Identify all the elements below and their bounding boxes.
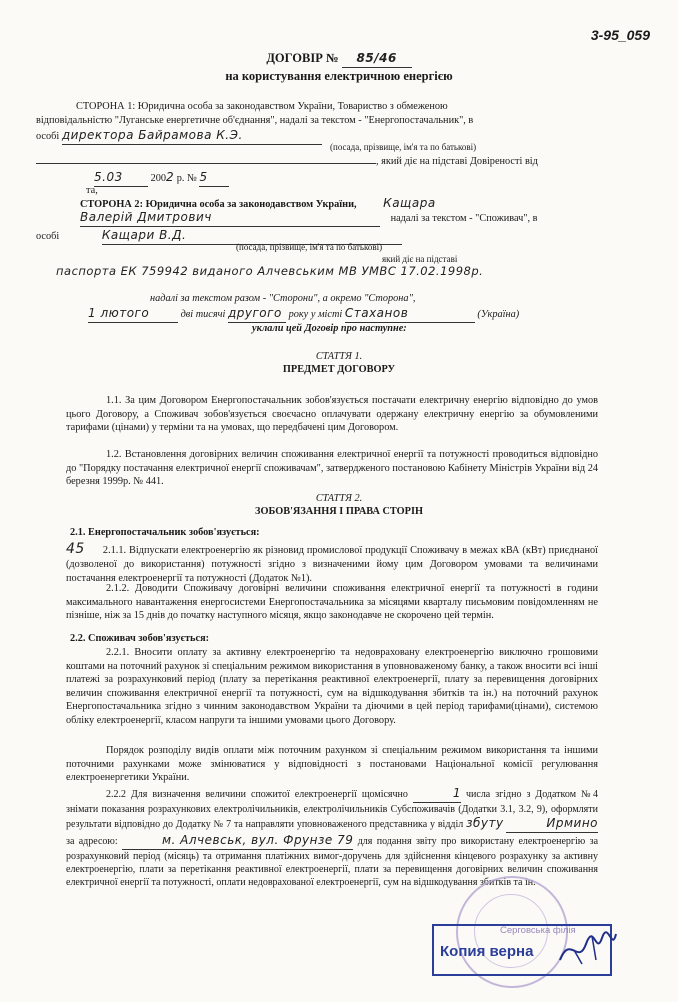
- party2-two-thousand: дві тисячі: [180, 309, 226, 320]
- party2-day: 1 лютого: [88, 306, 178, 323]
- contract-title: ДОГОВІР №: [266, 51, 339, 65]
- party2-name2-line: [80, 210, 538, 227]
- party1-person-label: особі: [36, 131, 60, 142]
- p222-c: для подання звіту про використану електроенергію за розрахунковий період (місяць) та отримання платіжних вимог-доручень для здійснення кінцевого розрахунку за активну електроенергію, плати за перетікання реактивної електроенергії, плати за перевищення договірних величин споживання електричної енергії та потужності, оплати недоврахованої електроенергії, сум на відшкодування збитків та ін.: [66, 835, 599, 889]
- p222-count: 1: [413, 786, 461, 803]
- party1-person-line: [36, 128, 322, 145]
- signature-icon: [556, 926, 620, 970]
- p222-b: числа згідно з Додатком №4 знімати показання розрахункових електролічильників, електролічильників Субспоживачів (Додатки 3.1, 3.2, 9), оформляти результати відповідно до Додатку № 7 та направляти уповноваженого представника у: [66, 789, 599, 831]
- party2-city: Стаханов: [345, 306, 475, 323]
- party2-country: (Україна): [477, 309, 520, 320]
- p222-dept: збуту: [466, 816, 504, 831]
- party1-line2: відповідальністю "Луганське енергетичне об'єднання", надалі за текстом - "Енергопостачальник", в: [36, 115, 474, 126]
- party2-together: надалі за текстом разом - "Сторони", а окремо "Сторона",: [150, 293, 416, 304]
- party2-basis: паспорта ЕК 759942 виданого Алчевським МВ УМВС 17.02.1998р.: [56, 264, 484, 278]
- party1-year-prefix: 200: [150, 173, 167, 184]
- party2-person-label: особі: [36, 231, 60, 242]
- party1-position-hint: (посада, прізвище, ім'я та по батькові): [330, 142, 477, 152]
- article2-p-order: Порядок розподілу видів оплати між поточним рахунком зі спеціальним режимом використання та іншими поточними рахунками може змінюватися у відповідності з постановами Національної комісії регулювання електроенергетики України.: [66, 745, 598, 784]
- contract-number: 85/46: [342, 51, 412, 68]
- party2-concluded: уклали цей Договір про наступне:: [252, 323, 407, 334]
- article1-p1: 1.1. За цим Договором Енергопостачальник зобов'язується постачати електричну енергію відповідно до умов цього Договору, а Споживач зобов'язується своєчасно оплачувати одержану електричну енергію за обумовленими тарифами (цінами) у терміни та на умовах, що передбачені цим Договором.: [66, 395, 598, 434]
- article2-title: ЗОБОВ'ЯЗАННЯ І ПРАВА СТОРІН: [255, 506, 423, 517]
- p211-b: кВА (кВт) приєднаної (дозволеної до використання) потужності згідно з визначеними йому цим Договором умовами та величинами постачання електроенергії та потужності (Додаток №1).: [66, 545, 598, 585]
- copy-stamp-text: Копия верна: [440, 943, 534, 960]
- party2-name: Кащара: [383, 196, 436, 210]
- p222-addr-label: за адресою:: [66, 835, 118, 847]
- party1-date: 5.03: [94, 170, 148, 187]
- article1-label: СТАТТЯ 1.: [315, 351, 363, 362]
- section-2-2: 2.2. Споживач зобов'язується:: [70, 633, 210, 644]
- party1-ta: та,: [86, 185, 98, 196]
- contract-title-line: [0, 50, 678, 68]
- p222-a: 2.2.2 Для визначення величини спожитої електроенергії щомісячно: [106, 789, 408, 800]
- party2-year: другого: [228, 306, 286, 323]
- party2-basis-label: який діє на підставі: [382, 254, 458, 264]
- p211-a: 2.1.1. Відпускати електроенергію як різновид промислової продукції Споживачу в межах: [102, 545, 498, 556]
- party2-city-label: року у місті: [288, 309, 343, 320]
- party1-date-line: [94, 170, 229, 187]
- party1-number: 5: [199, 170, 229, 187]
- party2-alias: надалі за текстом - "Споживач", в: [390, 213, 538, 224]
- party2-name2: Валерій Дмитрович: [80, 210, 380, 227]
- article1-p2: 1.2. Встановлення договірних величин споживання електричної енергії та потужності проводиться відповідно до "Порядку постачання електричної енергії споживачам", затвердженого постановою Кабінету Міністрів України від 24 березня 1999р. № 441.: [66, 449, 598, 488]
- article2-p212: 2.1.2. Доводити Споживачу договірні величини споживання електричної енергії та потужності в години максимального навантаження енергосистеми Енергопостачальника за місяцями кварталу письмовим повідомленням не пізніше, ніж за 15 днів до початку наступного місяця, якщо законодавче не скорочено цей термін.: [66, 583, 598, 622]
- party1-basis-text: , який діє на підставі Довіреності від: [376, 156, 538, 167]
- article2-p222: [66, 786, 598, 889]
- article1-title: ПРЕДМЕТ ДОГОВОРУ: [282, 364, 396, 375]
- p222-dept-label: відділ: [437, 819, 464, 831]
- party2-person: Кащари В.Д.: [102, 228, 402, 245]
- article2-label: СТАТТЯ 2.: [315, 493, 363, 504]
- section-2-1: 2.1. Енергопостачальник зобов'язується:: [70, 527, 260, 538]
- party1-year-suffix: 2: [166, 170, 175, 184]
- article2-p211: [66, 540, 598, 586]
- party2-position-hint: (посада, прізвище, ім'я та по батькові): [236, 242, 383, 252]
- party1-number-label: р. №: [176, 173, 197, 184]
- party1-line1: СТОРОНА 1: Юридична особа за законодавством України, Товариство з обмеженою: [76, 101, 448, 112]
- round-stamp-text: Серговська філія: [500, 925, 576, 936]
- contract-subtitle: на користування електричною енергією: [225, 69, 453, 83]
- party2-date-line: [88, 306, 519, 323]
- p222-address: м. Алчевськ, вул. Фрунзе 79: [122, 833, 353, 850]
- power-value: 45: [66, 541, 85, 557]
- party1-person: директора Байрамова К.Э.: [62, 128, 322, 145]
- p222-city: Ирмино: [506, 816, 598, 833]
- party2-line1: СТОРОНА 2: Юридична особа за законодавством України,: [80, 199, 357, 210]
- party1-basis-line: [36, 155, 538, 169]
- article2-p221: 2.2.1. Вносити оплату за активну електроенергію та недовраховану електроенергію виключно грошовими коштами на поточний рахунок зі спеціальним режимом використання в уповноваженому банку, а також вносити всі інші платежі за розрахунковий період (плату за перетікання реактивної електроенергії, плату за перевищення договірних величин споживання електричної енергії та потужності, сум на відшкодування збитків та ін.) на поточний рахунок Енергопостачальника згідно з чинним законодавством України та діючими в цей період тарифами(цінами), системою обліку електроенергії, класом напруги та іншими умовами цього Договору.: [66, 647, 598, 726]
- reference-number: 3-95_059: [590, 27, 650, 43]
